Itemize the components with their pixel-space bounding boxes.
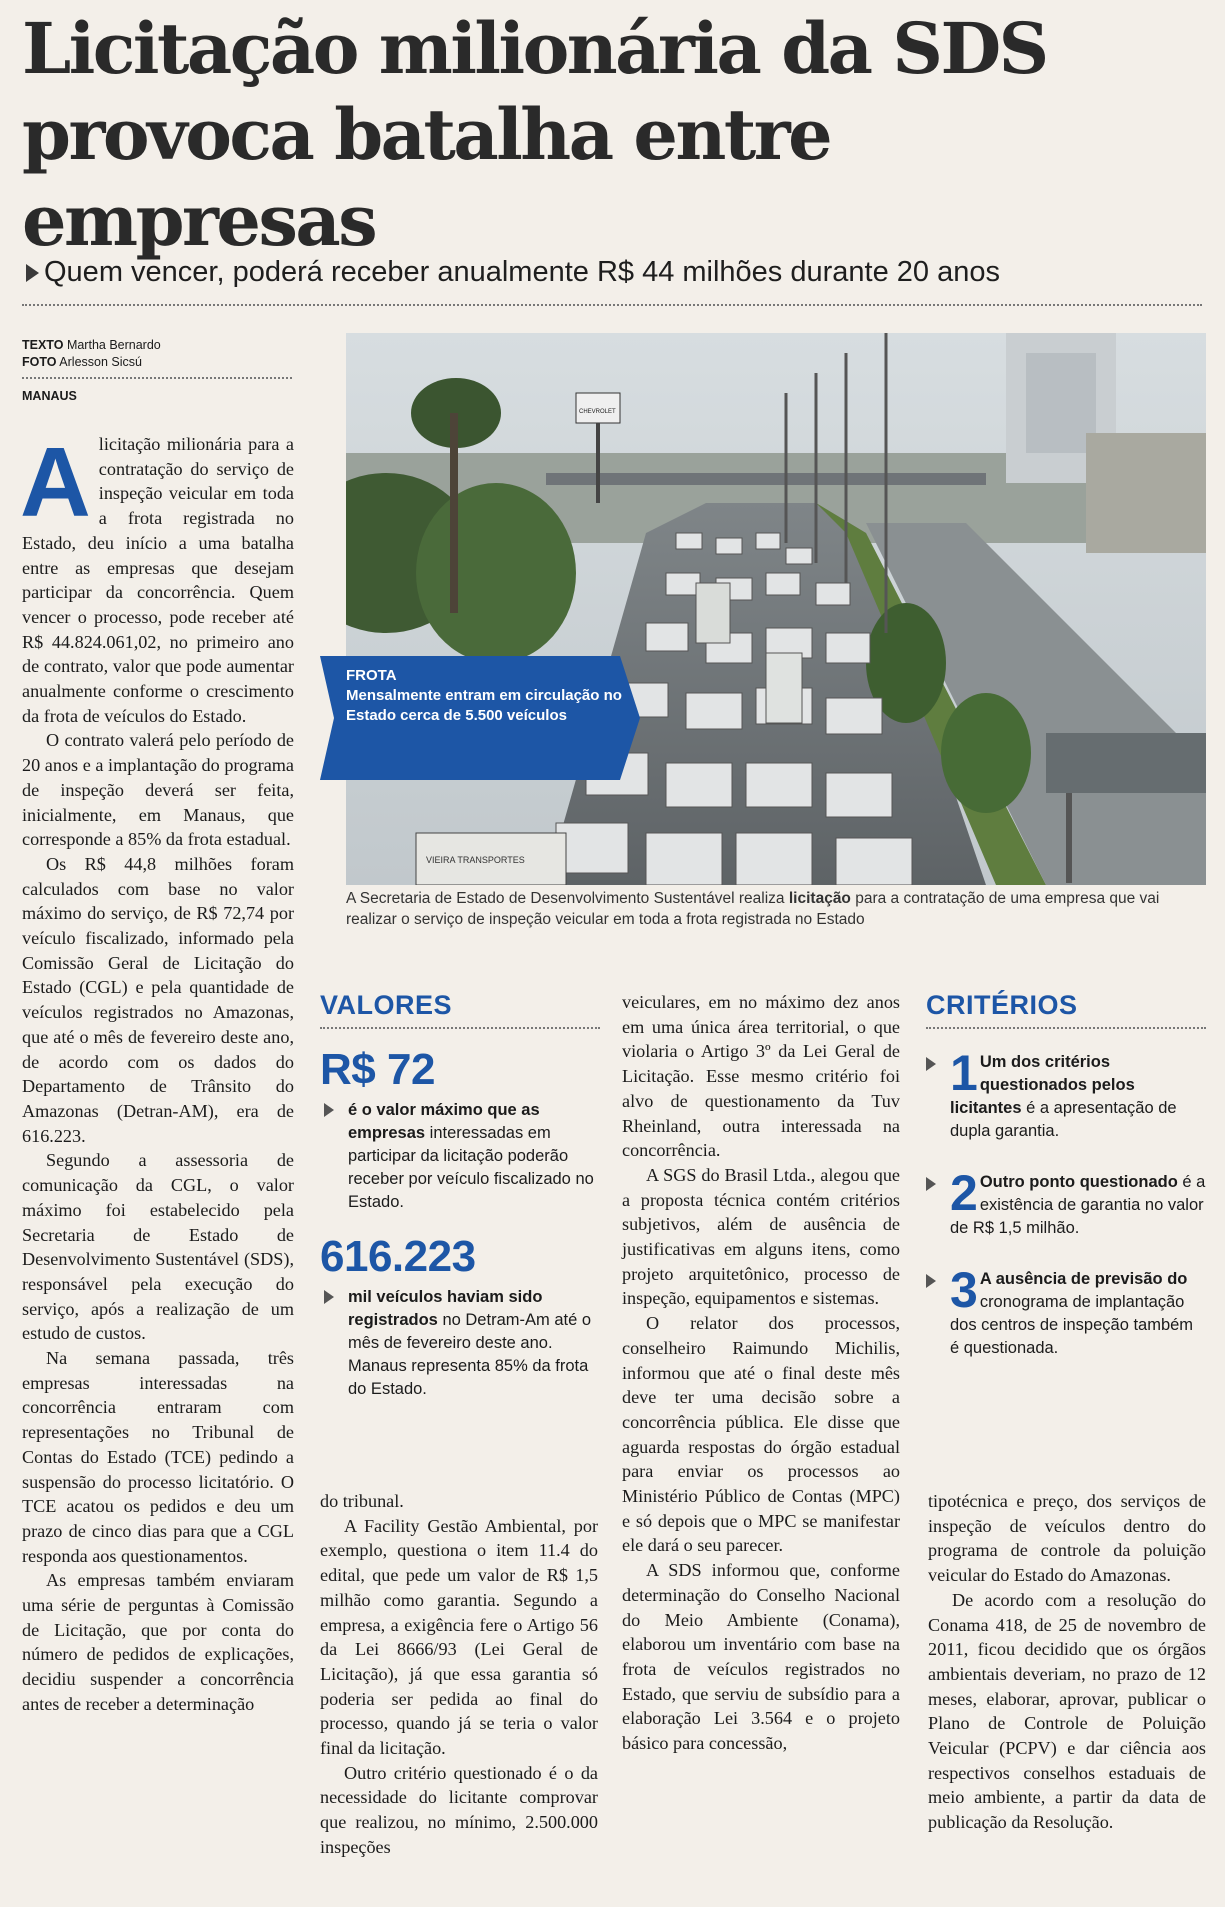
col4-paragraph-1: tipotécnica e preço, dos serviços de inspeção de veículos dentro do programa de controle da poluição veicular do Estado do Amazonas.	[928, 1491, 1206, 1586]
valores-title: VALORES	[320, 990, 453, 1020]
pointer-triangle-icon	[324, 1103, 334, 1117]
valores-text-1: interessadas em participar da licitação poderão receber por veículo fiscalizado no Estado.	[348, 1124, 594, 1211]
drop-cap: A	[20, 427, 91, 537]
headline-line-2: provoca batalha entre empresas	[22, 93, 831, 262]
criterios-box	[926, 990, 1206, 1360]
criterio-3-text: cronograma de implantação dos centros de inspeção também é questionada.	[950, 1293, 1194, 1357]
frota-callout	[320, 656, 640, 780]
col1-paragraph-1: licitação milionária para a contratação do serviço de inspeção veicular em toda a frota registrada no Estado, deu início a uma batalha entre as empresas que desejam participar da concorrência. Quem vencer o processo, pode receber até R$ 44.824.061,02, no primeiro ano de contrato, valor que pode aumentar anualmente conforme o crescimento da frota de veículos do Estado.	[22, 434, 294, 726]
col3-paragraph-3: O relator dos processos, conselheiro Raimundo Michilis, informou que até o final deste mês deve ter uma decisão sobre a concorrência pública. Ele disse que aguarda respostas do órgão estadual para enviar os processos ao Ministério Público de Contas (MPC) e só depois que o MPC se manifestar ele dará o seu parecer.	[622, 1313, 900, 1556]
valores-number-2: 616.223	[320, 1232, 476, 1281]
criterio-1-bold: Um dos critérios questionados pelos licitantes	[950, 1053, 1135, 1117]
col2-paragraph-1: do tribunal.	[320, 1491, 404, 1511]
criterio-2-bold: Outro ponto questionado	[979, 1173, 1178, 1191]
credit-text-label: TEXTO	[22, 338, 64, 352]
billboard-sign: CHEVROLET	[579, 409, 616, 415]
pointer-triangle-icon	[926, 1177, 936, 1191]
criterio-1-text: é a apresentação de dupla garantia.	[950, 1099, 1177, 1140]
criterio-2-text: é a existência de garantia no valor de R$ 1,5 milhão.	[950, 1173, 1206, 1237]
col1-paragraph-5: Na semana passada, três empresas interessadas na concorrência entraram com representações no Tribunal de Contas do Estado (TCE) pedindo a suspensão do processo licitatório. O TCE acatou os pedidos e deu um prazo de cinco dias para que a CGL responda aos questionamentos.	[22, 1348, 294, 1566]
col1-paragraph-3: Os R$ 44,8 milhões foram calculados com base no valor máximo do serviço, de R$ 72,74 por veículo fiscalizado, informado pela Comissão Geral de Licitação do Estado (CGL) e pela quantidade de veículos registrados no Amazonas, que até o mês de fevereiro deste ano, de acordo com os dados do Departamento de Trânsito do Amazonas (Detran-AM), era de 616.223.	[22, 853, 294, 1146]
valores-text-2-bold: mil veículos haviam sido registrados	[348, 1288, 543, 1329]
caption-bold: licitação	[788, 890, 851, 907]
col2-paragraph-2: A Facility Gestão Ambiental, por exemplo, questiona o item 11.4 do edital, que pede um valor de R$ 1,5 milhão como garantia. Segundo a empresa, a exigência fere o Artigo 56 da Lei 8666/93 (Lei Geral de Licitação), já que essa garantia só poderia ser pedida ao final do processo, quando já se teria o valor final da licitação.	[320, 1515, 598, 1759]
dek-row	[22, 256, 1202, 306]
headline-line-1: Licitação milionária da SDS	[22, 7, 1047, 90]
criterio-item-3	[926, 1268, 1206, 1360]
photo-caption	[346, 888, 1206, 930]
col1-paragraph-4: Segundo a assessoria de comunicação da CGL, o valor máximo foi estabelecido pela Secretaria de Estado de Desenvolvimento Sustentável (SDS), responsável pela execução do serviço, após a realização de um estudo de custos.	[22, 1150, 294, 1344]
col2-paragraph-3: Outro critério questionado é o da necessidade do licitante comprovar que realizou, no mínimo, 2.500.000 inspeções	[320, 1762, 598, 1857]
valores-number-1: R$ 72	[320, 1045, 435, 1094]
criterio-number-3: 3	[950, 1268, 978, 1318]
pointer-triangle-icon	[926, 1274, 936, 1288]
criterios-title: CRITÉRIOS	[926, 990, 1078, 1020]
caption-text-2: para a contratação de uma empresa que vai realizar o serviço de inspeção veicular em toda a frota registrada no Estado	[346, 890, 1160, 928]
dateline: MANAUS	[22, 389, 77, 403]
frota-text: Mensalmente entram em circulação no Estado cerca de 5.500 veículos	[346, 687, 622, 724]
article-column-4	[928, 1489, 1206, 1835]
col3-paragraph-1: veiculares, em no máximo dez anos em uma única área territorial, o que violaria o Artigo 3º da Lei Geral de Licitação. Esse mesmo critério foi alvo de questionamento da Tuv Rheinland, outra interessada na concorrência.	[622, 992, 900, 1161]
criterio-number-1: 1	[950, 1051, 978, 1101]
dek: Quem vencer, poderá receber anualmente R$ 44 milhões durante 20 anos	[44, 256, 1000, 288]
frota-title: FROTA	[346, 667, 397, 684]
traffic-photo-illustration	[346, 333, 1206, 885]
article-column-3	[622, 990, 900, 1756]
article-column-1	[20, 427, 294, 1717]
divider	[320, 1027, 600, 1029]
headline	[22, 6, 1202, 264]
traffic-photo	[346, 333, 1206, 885]
credit-photo-name: Arlesson Sicsú	[59, 355, 142, 369]
col1-paragraph-6: As empresas também enviaram uma série de perguntas à Comissão de Licitação, que por conta do número de pedidos de explicações, decidiu suspender a concorrência antes de receber a determinação	[22, 1570, 294, 1714]
col1-paragraph-2: O contrato valerá pelo período de 20 anos e a implantação do programa de inspeção deverá ser feita, inicialmente, em Manaus, que corresponde a 85% da frota estadual.	[22, 730, 294, 850]
col3-paragraph-2: A SGS do Brasil Ltda., alegou que a proposta técnica contém critérios subjetivos, além de ausência de justificativas em alguns itens, como projeto arquitetônico, processo de inspeção, equipamentos e sistemas.	[622, 1164, 900, 1309]
credits	[22, 337, 292, 379]
valores-box	[320, 990, 600, 1401]
criterio-item-1	[926, 1051, 1206, 1143]
criterio-item-2	[926, 1171, 1206, 1240]
credit-photo-label: FOTO	[22, 355, 57, 369]
valores-text-2: no Detram-Am até o mês de fevereiro deste ano. Manaus representa 85% da frota do Estado.	[348, 1311, 592, 1398]
divider	[22, 304, 1202, 306]
pointer-triangle-icon	[26, 264, 39, 282]
article-column-2	[320, 1489, 598, 1860]
pointer-triangle-icon	[324, 1290, 334, 1304]
col3-paragraph-4: A SDS informou que, conforme determinação do Conselho Nacional do Meio Ambiente (Conama), elaborou um inventário com base na frota de veículos registrados no Estado, que serviu de subsídio para a elaboração Lei 3.564 e o projeto básico para concessão,	[622, 1560, 900, 1754]
pointer-triangle-icon	[926, 1057, 936, 1071]
col4-paragraph-2: De acordo com a resolução do Conama 418, de 25 de novembro de 2011, ficou decidido que os órgãos ambientais deveriam, no prazo de 12 meses, elaborar, aprovar, publicar o Plano de Controle de Poluição Veicular (PCPV) e dar ciência aos respectivos conselhos estaduais de meio ambiente, a partir da data de publicação da Resolução.	[928, 1589, 1206, 1833]
valores-text-1-bold: é o valor máximo que as empresas	[348, 1101, 540, 1142]
credit-text-name: Martha Bernardo	[66, 338, 161, 352]
caption-text-1: A Secretaria de Estado de Desenvolvimento Sustentável realiza	[346, 890, 789, 907]
truck-sign: VIEIRA TRANSPORTES	[426, 855, 525, 865]
criterio-number-2: 2	[950, 1171, 978, 1221]
divider	[926, 1027, 1206, 1029]
criterio-3-bold: A ausência de previsão do	[979, 1270, 1188, 1288]
